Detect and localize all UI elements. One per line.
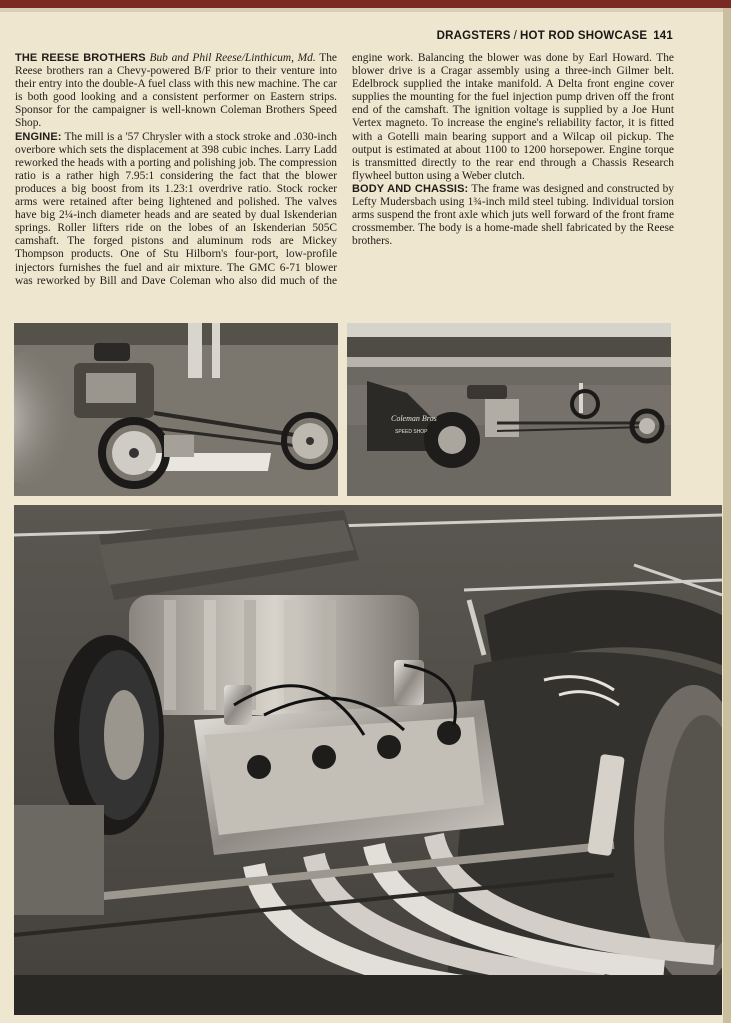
paragraph-intro: [15, 52, 337, 131]
article-title: THE REESE BROTHERS: [15, 52, 146, 64]
car-lettering-2: SPEED SHOP: [395, 429, 428, 435]
car-lettering: Coleman Bros: [391, 414, 437, 423]
page-top-edge-light: [0, 8, 731, 12]
header-magazine: HOT ROD SHOWCASE: [520, 30, 648, 42]
header-section: DRAGSTERS: [436, 30, 511, 42]
photo-engine-image: [14, 505, 722, 1015]
running-header: [437, 30, 673, 42]
chassis-body: The frame was designed and constructed by Lefty Mudersbach using 1¾-inch mild steel tubing. Individual torsion arms suspend the front axle which juts well forward of the front frame crossmember. The body is a home-made shell fabricated by the Reese brothers.: [352, 182, 674, 248]
photo-burnout-image: [14, 323, 338, 496]
photo-engine-closeup: [14, 505, 722, 1015]
chassis-heading: BODY AND CHASSIS:: [352, 182, 469, 195]
photo-side-image: [347, 323, 671, 496]
engine-heading: ENGINE:: [15, 130, 62, 143]
photo-dragster-burnout: [14, 323, 338, 496]
paragraph-chassis: [352, 183, 674, 248]
page-right-edge: [723, 8, 731, 1023]
page-number: 141: [653, 30, 673, 42]
article-byline: Bub and Phil Reese/Linthicum, Md.: [149, 52, 316, 64]
photo-dragster-side: [347, 323, 671, 496]
intro-body: The Reese brothers ran a Chevy-powered B/F prior to their venture into their entry into the double-A fuel class with this new machine. The car is both good looking and a consistent performer on Eastern strips. Sponsor for the campaigner is well-known Coleman Brothers Speed Shop.: [15, 52, 337, 130]
header-separator: /: [513, 30, 518, 42]
engine-body: The mill is a '57 Chrysler with a stock stroke and .030-inch overbore which sets the displacement at 398 cubic inches. Larry Ladd reworked the heads with a porting and polishing job. The compression ratio is a rather high 7.95:1 considering the fact that the blower produces a big boost from its 1.23:1 overdrive ratio. Stock rocker arms were retained after being lightened and polished. The valves have big 2¼-inch diameter heads and are seated by dual Iskenderian springs. Roller lifters ride on the lobes of an Iskenderian 505C camshaft. The forged pistons and aluminum rods are Mickey Thompson products. One of Stu Hilborn's four-port, low-profile injectors furnishes the fuel and air mixture. The GMC 6-71 blower was reworked by Bill and Dave Coleman who also did much of the engine work. Balancing the blower was done by Earl Howard. The blower drive is a Cragar assembly using a three-inch Gilmer belt. Edelbrock supplied the intake manifold. A Delta front engine cover supplies the mounting for the fuel injection pump driven off the front end of the camshaft. The ignition voltage is supplied by a Joe Hunt Vertex magneto. To increase the engine's reliability factor, it is fitted with a Gotelli main bearing support and a Wilcap oil pickup. The output is estimated at about 1100 to 1200 horsepower. Engine torque is transmitted directly to the rear end through a Chassis Research flywheel button using a Weber clutch.: [15, 52, 674, 287]
page-top-edge: [0, 0, 731, 8]
article-body: [15, 52, 674, 298]
